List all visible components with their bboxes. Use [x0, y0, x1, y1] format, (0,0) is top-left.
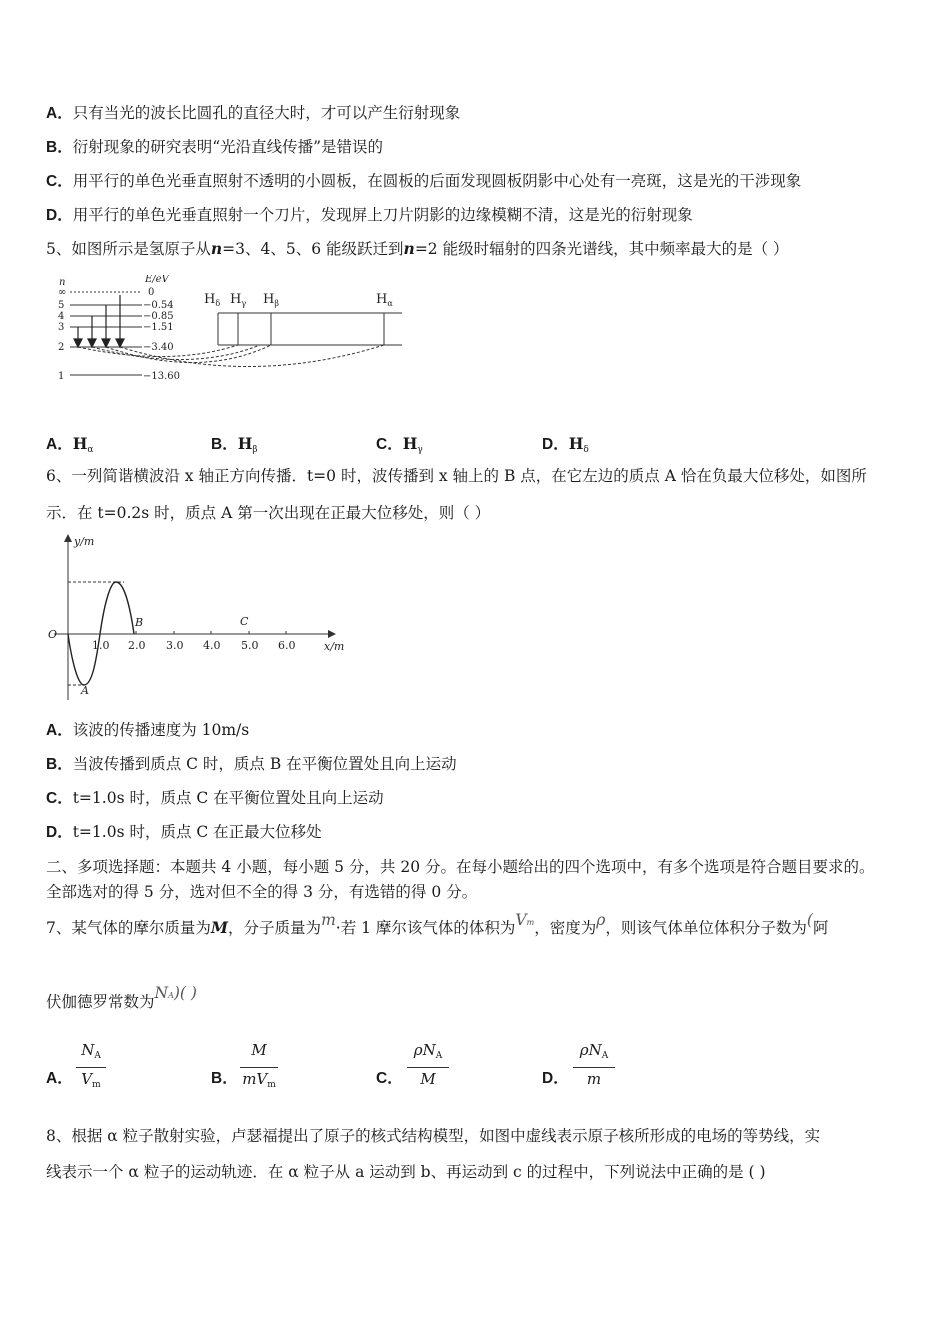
x-axis-arrow: [328, 630, 336, 638]
q4-option-d: [46, 205, 693, 226]
q5-option-a: A．$H_\alpha$: [46, 434, 94, 455]
point-a-label: A: [81, 684, 89, 697]
y-axis-label: y/m: [74, 535, 95, 548]
arrow-head: [74, 339, 82, 347]
energy-level-diagram: [50, 275, 410, 387]
arrow-head: [102, 339, 110, 347]
q7-option-a: A．: [46, 1070, 73, 1087]
q5-option-b: B．$H_\beta$: [211, 434, 258, 455]
option-letter: C．: [46, 173, 73, 190]
level-n-label: ∞: [58, 287, 67, 298]
x-axis-label: x/m: [324, 640, 345, 653]
arrow-head: [88, 339, 96, 347]
point-c-label: C: [240, 615, 249, 628]
tick-label: 4.0: [203, 639, 221, 652]
label-h-delta: $H_\delta$: [204, 292, 221, 308]
arrow-head: [116, 339, 124, 347]
option-letter: D．: [46, 207, 73, 224]
q7-fraction-a: $N_A$ $V_m$: [76, 1040, 106, 1095]
level-n-label: 2: [58, 342, 65, 353]
q4-option-a: [46, 103, 460, 124]
q6-option-a: A．该波的传播速度为 10m/s: [46, 721, 250, 739]
option-text: 只有当光的波长比圆孔的直径大时，才可以产生衍射现象: [72, 104, 461, 122]
point-b-label: B: [135, 616, 144, 629]
level-n-label: 1: [58, 371, 65, 382]
q7-option-d: D．: [542, 1070, 569, 1087]
connector-curve: [106, 345, 271, 363]
level-energy-label: −0.54: [143, 300, 174, 311]
q7-option-b: B．: [211, 1070, 238, 1087]
level-energy-label: −3.40: [143, 342, 174, 353]
q7-stem-line2: 伏伽德罗常数为NA)( ): [46, 984, 197, 1011]
q7-fraction-b: M $mV_m$: [240, 1040, 278, 1095]
q6-option-d: D．t=1.0s 时，质点 C 在正最大位移处: [46, 823, 322, 841]
option-text: 用平行的单色光垂直照射一个刀片，发现屏上刀片阴影的边缘模糊不清，这是光的衍射现象: [72, 206, 693, 224]
option-letter: A．: [46, 105, 73, 122]
q7-fraction-c: $\rho N_A$ M: [407, 1040, 449, 1095]
tick-label: 1.0: [92, 639, 110, 652]
tick-label: 3.0: [166, 639, 184, 652]
level-n-label: 3: [58, 322, 65, 333]
axis-n-label: n: [59, 277, 66, 288]
q5-options: [46, 432, 746, 456]
q5-option-c: C．$H_\gamma$: [376, 434, 423, 455]
q5-stem: 5、如图所示是氢原子从n=3、4、5、6 能级跃迁到n=2 能级时辐射的四条光谱线，其中频率最大的是（ ）: [46, 239, 789, 258]
q6-option-b: B．当波传播到质点 C 时，质点 B 在平衡位置处且向上运动: [46, 755, 457, 773]
origin-label: O: [48, 628, 58, 641]
q8-stem-line2: 线表示一个 α 粒子的运动轨迹．在 α 粒子从 a 运动到 b、再运动到 c 的过程中，下列说法中正确的是 ( ): [46, 1163, 766, 1181]
q7-option-c: C．: [376, 1070, 403, 1087]
label-h-alpha: $H_\alpha$: [376, 292, 393, 308]
wave-graph: [46, 532, 356, 704]
level-energy-label: −13.60: [143, 371, 181, 382]
option-text: 衍射现象的研究表明“光沿直线传播”是错误的: [72, 138, 384, 156]
y-axis-arrow: [64, 534, 72, 542]
level-energy-label: −0.85: [143, 311, 174, 322]
tick-label: 2.0: [128, 639, 146, 652]
axis-e-label: E/eV: [145, 275, 169, 285]
q4-option-b: [46, 137, 383, 158]
level-n-label: 5: [58, 300, 65, 311]
level-energy-label: −1.51: [143, 322, 174, 333]
label-h-gamma: $H_\gamma$: [230, 292, 247, 308]
level-n-label: 4: [58, 311, 65, 322]
q6-stem-line1: 6、一列简谐横波沿 x 轴正方向传播．t=0 时，波传播到 x 轴上的 B 点，在它左边的质点 A 恰在负最大位移处，如图所: [46, 467, 867, 485]
label-h-beta: $H_\beta$: [263, 292, 279, 308]
q5-option-d: D．$H_\delta$: [542, 434, 589, 455]
q8-stem-line1: 8、根据 α 粒子散射实验，卢瑟福提出了原子的核式结构模型，如图中虚线表示原子核所形成的电场的等势线，实: [46, 1127, 821, 1145]
q7-options: [46, 1066, 746, 1090]
q7-fraction-d: $\rho N_A$ m: [573, 1040, 615, 1095]
section-2-heading-line2: 全部选对的得 5 分，选对但不全的得 3 分，有选错的得 0 分。: [46, 883, 478, 901]
q6-option-c: C．t=1.0s 时，质点 C 在平衡位置处且向上运动: [46, 789, 384, 807]
q6-stem-line2: 示．在 t=0.2s 时，质点 A 第一次出现在正最大位移处，则（ ）: [46, 504, 491, 522]
option-text: 用平行的单色光垂直照射不透明的小圆板，在圆板的后面发现圆板阴影中心处有一亮斑，这是光的干涉现象: [72, 172, 802, 190]
tick-label: 6.0: [278, 639, 296, 652]
section-2-heading-line1: 二、多项选择题：本题共 4 小题，每小题 5 分，共 20 分。在每小题给出的四个选项中，有多个选项是符合题目要求的。: [46, 858, 875, 876]
q7-stem-line1: 7、某气体的摩尔质量为M，分子质量为m·若 1 摩尔该气体的体积为Vm，密度为ρ，则该气体单位体积分子数为(阿: [46, 911, 829, 937]
option-letter: B．: [46, 139, 73, 156]
q4-option-c: [46, 171, 801, 192]
level-energy-label: 0: [148, 287, 155, 298]
tick-label: 5.0: [241, 639, 259, 652]
